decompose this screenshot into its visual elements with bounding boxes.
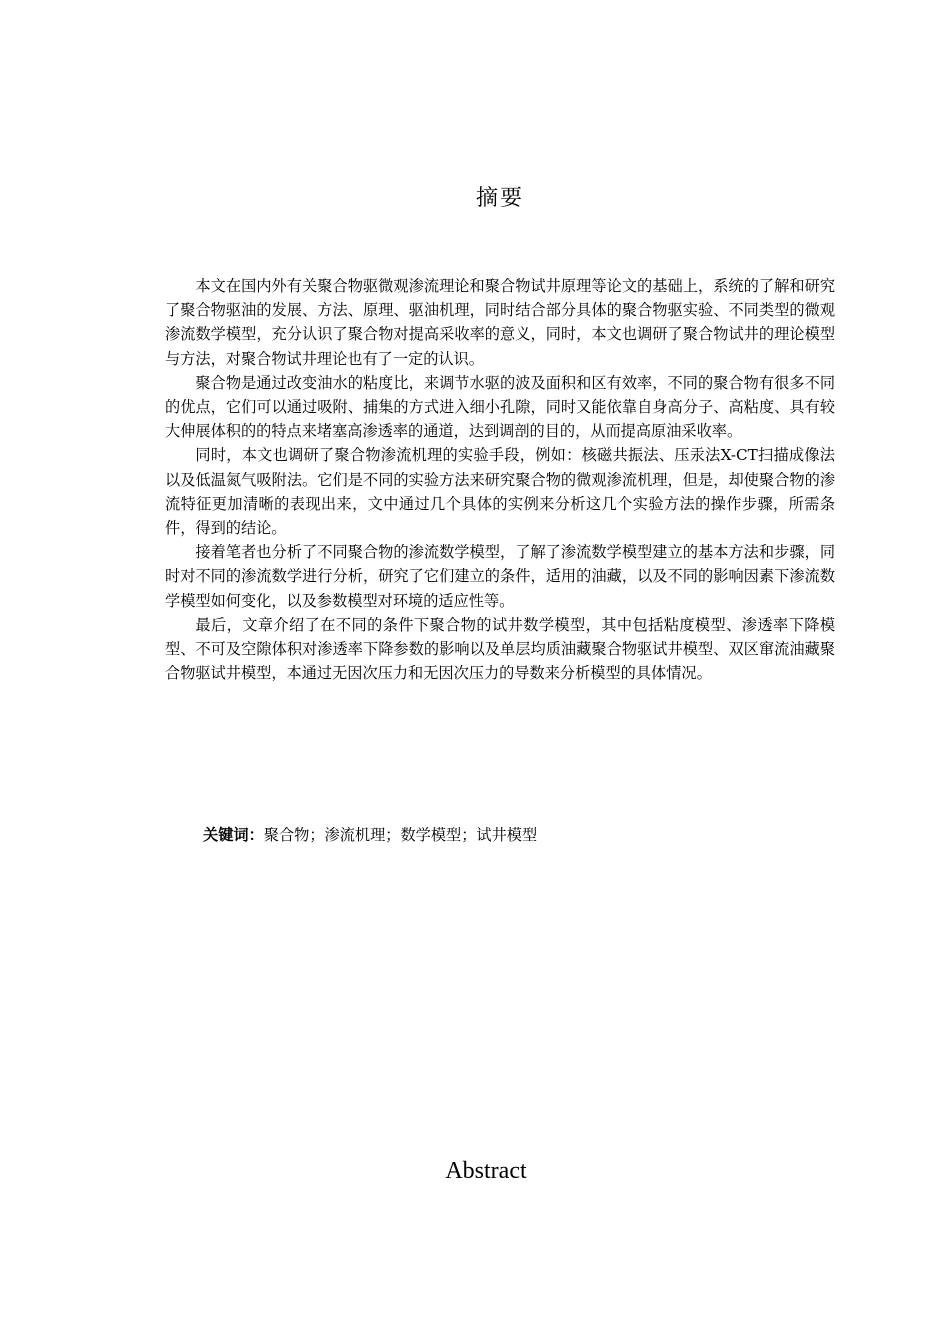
- abstract-paragraph: 本文在国内外有关聚合物驱微观渗流理论和聚合物试井原理等论文的基础上，系统的了解和研究了聚合物驱油的发展、方法、原理、驱油机理，同时结合部分具体的聚合物驱实验、不同类型的微观渗流数学模型，充分认识了聚合物对提高采收率的意义，同时，本文也调研了聚合物试井的理论模型与方法，对聚合物试井理论也有了一定的认识。: [165, 277, 835, 368]
- keywords-line: [203, 823, 537, 847]
- keywords-list: 聚合物；渗流机理；数学模型；试井模型: [263, 826, 538, 844]
- abstract-title-zh: 摘要: [475, 186, 524, 211]
- keywords-label: 关键词：: [203, 826, 264, 844]
- abstract-paragraph: 接着笔者也分析了不同聚合物的渗流数学模型，了解了渗流数学模型建立的基本方法和步骤，同时对不同的渗流数学进行分析，研究了它们建立的条件，适用的油藏，以及不同的影响因素下渗流数学模型如何变化，以及参数模型对环境的适应性等。: [165, 543, 835, 610]
- abstract-paragraph: 聚合物是通过改变油水的粘度比，来调节水驱的波及面积和区有效率，不同的聚合物有很多不同的优点，它们可以通过吸附、捕集的方式进入细小孔隙，同时又能依靠自身高分子、高粘度、具有较大伸展体积的的特点来堵塞高渗透率的通道，达到调剖的目的，从而提高原油采收率。: [165, 373, 835, 441]
- abstract-title-en: Abstract: [445, 1158, 527, 1184]
- abstract-body-zh: [165, 274, 835, 685]
- abstract-paragraph: 最后，文章介绍了在不同的条件下聚合物的试井数学模型，其中包括粘度模型、渗透率下降模型、不可及空隙体积对渗透率下降参数的影响以及单层均质油藏聚合物驱试井模型、双区窜流油藏聚合物驱试井模型，本通过无因次压力和无因次压力的导数来分析模型的具体情况。: [165, 615, 835, 683]
- abstract-paragraph: 同时，本文也调研了聚合物渗流机理的实验手段，例如：核磁共振法、压汞法X-CT扫描成像法以及低温氮气吸附法。它们是不同的实验方法来研究聚合物的微观渗流机理，但是，却使聚合物的渗流特征更加清晰的表现出来，文中通过几个具体的实例来分析这几个实验方法的操作步骤，所需条件，得到的结论。: [165, 446, 835, 538]
